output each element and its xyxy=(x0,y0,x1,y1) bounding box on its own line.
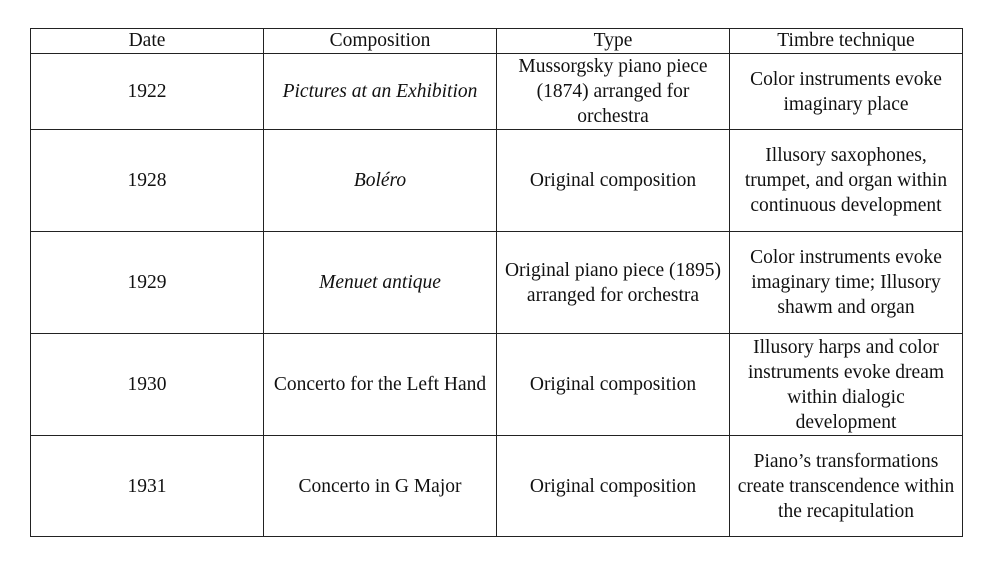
table-row xyxy=(31,232,963,334)
ravel-timbre-table-container xyxy=(30,28,963,537)
header-type: Type xyxy=(497,29,730,54)
table-header xyxy=(31,29,963,54)
cell-date: 1922 xyxy=(31,54,264,130)
cell-type: Original composition xyxy=(497,436,730,537)
cell-composition: Menuet antique xyxy=(264,232,497,334)
cell-composition: Concerto in G Major xyxy=(264,436,497,537)
cell-type: Original piano piece (1895) arranged for orchestra xyxy=(497,232,730,334)
cell-date: 1931 xyxy=(31,436,264,537)
cell-composition: Concerto for the Left Hand xyxy=(264,334,497,436)
header-row xyxy=(31,29,963,54)
table-row xyxy=(31,130,963,232)
cell-timbre-technique: Illusory saxophones, trumpet, and organ within continuous development xyxy=(730,130,963,232)
header-timbre-technique: Timbre technique xyxy=(730,29,963,54)
header-date: Date xyxy=(31,29,264,54)
table-row xyxy=(31,334,963,436)
table-body xyxy=(31,54,963,537)
cell-type: Original composition xyxy=(497,130,730,232)
cell-composition: Boléro xyxy=(264,130,497,232)
table-row xyxy=(31,436,963,537)
cell-date: 1930 xyxy=(31,334,264,436)
cell-timbre-technique: Illusory harps and color instruments evoke dream within dialogic development xyxy=(730,334,963,436)
header-composition: Composition xyxy=(264,29,497,54)
cell-composition: Pictures at an Exhibition xyxy=(264,54,497,130)
cell-date: 1928 xyxy=(31,130,264,232)
cell-timbre-technique: Piano’s transformations create transcendence within the recapitulation xyxy=(730,436,963,537)
cell-timbre-technique: Color instruments evoke imaginary place xyxy=(730,54,963,130)
cell-timbre-technique: Color instruments evoke imaginary time; Illusory shawm and organ xyxy=(730,232,963,334)
cell-date: 1929 xyxy=(31,232,264,334)
table-row xyxy=(31,54,963,130)
cell-type: Mussorgsky piano piece (1874) arranged for orchestra xyxy=(497,54,730,130)
ravel-timbre-table xyxy=(30,28,963,537)
cell-type: Original composition xyxy=(497,334,730,436)
